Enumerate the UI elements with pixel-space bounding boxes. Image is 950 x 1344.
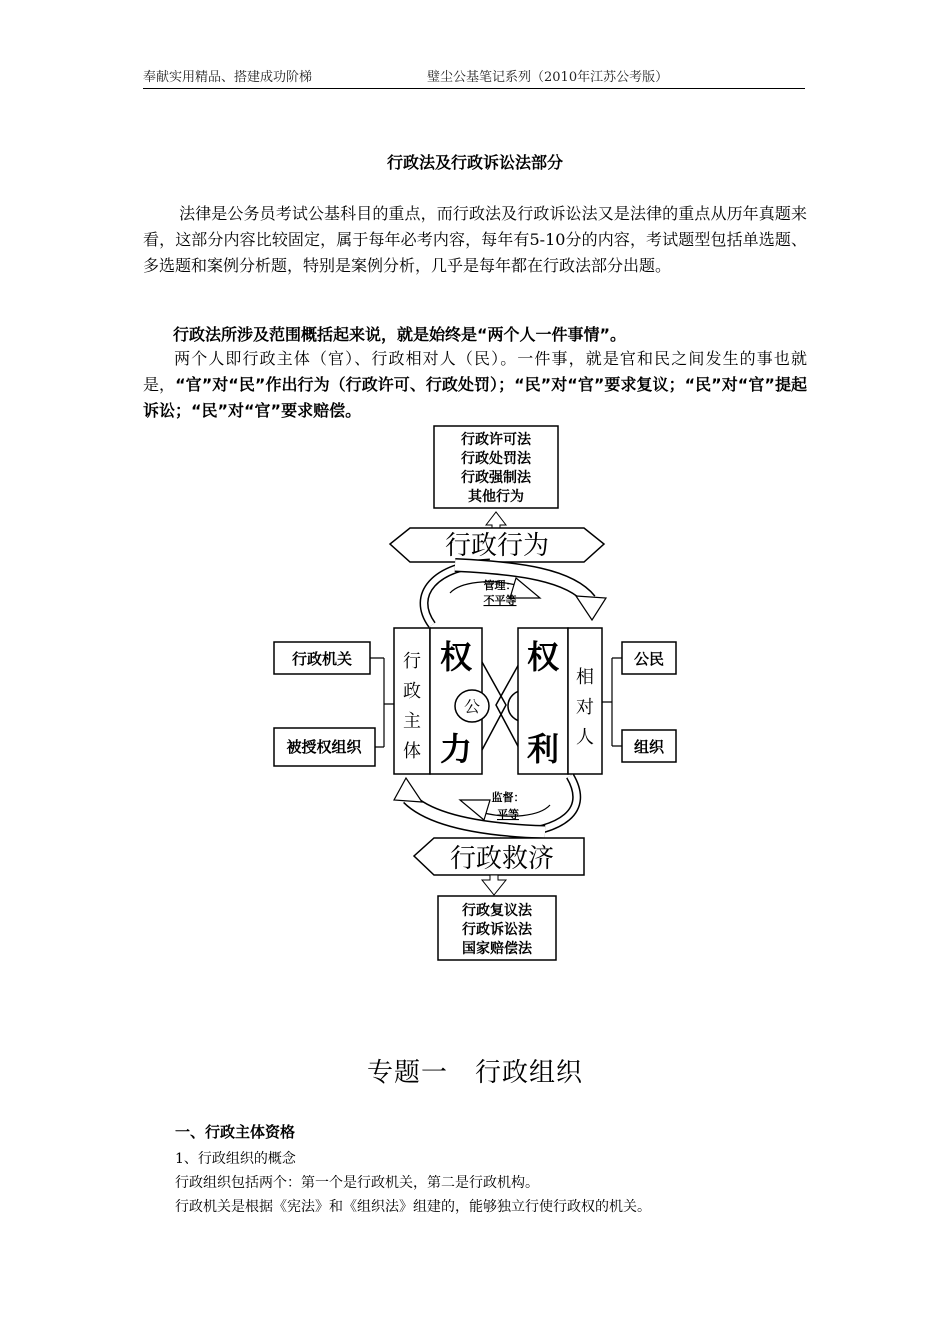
rights-bottom-char: 利 (526, 730, 560, 768)
intro-text: 法律是公务员考试公基科目的重点，而行政法及行政诉讼法又是法律的重点从历年真题来看，这部分内容比较固定，属于每年必考内容，每年有5-10分的内容，考试题型包括单选题、多选题和案例分析题，特别是案例分析，几乎是每年都在行政法部分出题。 (143, 204, 807, 275)
subject-char: 主 (403, 711, 421, 732)
counterpart-char: 人 (576, 727, 594, 748)
admin-law-diagram (260, 420, 680, 965)
subject-char: 行 (403, 651, 421, 672)
intro-paragraph (143, 201, 807, 279)
up-arrow-icon (486, 512, 506, 529)
left-item: 行政机关 (291, 650, 353, 668)
rights-top-char: 权 (526, 638, 560, 676)
power-bottom-char: 力 (439, 730, 473, 768)
supervise-value: 平等 (497, 808, 519, 821)
scope-heading: 行政法所涉及范围概括起来说，就是始终是“两个人一件事情”。 (173, 325, 627, 344)
supervise-label: 监督： (491, 791, 525, 804)
subject-char: 政 (403, 681, 421, 702)
power-top-char: 权 (439, 638, 473, 676)
down-arrow-icon (482, 875, 506, 895)
left-item: 被授权组织 (286, 738, 362, 756)
public-char: 公 (463, 697, 481, 716)
right-item: 公民 (633, 650, 665, 668)
scope-text-bold: “官”对“民”作出行为（行政许可、行政处罚）；“民”对“官”要求复议；“民”对“官”提起诉讼；“民”对“官”要求赔偿。 (143, 375, 807, 420)
manage-label: 管理： (483, 579, 517, 592)
body-line: 行政组织包括两个：第一个是行政机关，第二是行政机构。 (175, 1175, 539, 1191)
body-line: 行政机关是根据《宪法》和《组织法》组建的，能够独立行使行政权的机关。 (175, 1199, 651, 1215)
arrow-right-down-icon (576, 596, 606, 620)
arrow-left-up-icon (394, 778, 422, 802)
bottom-law-item: 行政诉讼法 (462, 922, 532, 938)
scope-text-plain: 两个人即行政主体（官）、行政相对人（民）。一件事，就是官和民之间发生的事也就是， (143, 349, 807, 394)
bottom-law-item: 行政复议法 (462, 903, 532, 919)
top-law-item: 行政处罚法 (461, 451, 531, 467)
manage-value: 不平等 (483, 594, 517, 607)
section-heading: 一、行政主体资格 (175, 1123, 296, 1141)
subject-char: 体 (403, 741, 421, 762)
header-right-text: 璧尘公基笔记系列（2010年江苏公考版） (427, 70, 669, 85)
top-law-item: 行政强制法 (461, 470, 531, 486)
scope-paragraph (143, 346, 807, 424)
action-label: 行政行为 (444, 531, 550, 561)
body-line: 1、行政组织的概念 (175, 1151, 296, 1167)
page-header (143, 64, 805, 89)
right-bracket (602, 658, 622, 746)
top-law-item: 其他行为 (468, 489, 524, 505)
top-law-item: 行政许可法 (461, 432, 531, 448)
topic-title: 专题一 行政组织 (366, 1058, 583, 1088)
counterpart-char: 相 (576, 667, 594, 688)
right-item: 组织 (633, 738, 665, 756)
relief-label: 行政救济 (449, 844, 555, 874)
counterpart-char: 对 (576, 697, 594, 718)
header-left-text: 奉献实用精品、搭建成功阶梯 (143, 70, 313, 85)
bottom-law-item: 国家赔偿法 (462, 941, 532, 957)
document-title: 行政法及行政诉讼法部分 (386, 153, 563, 172)
